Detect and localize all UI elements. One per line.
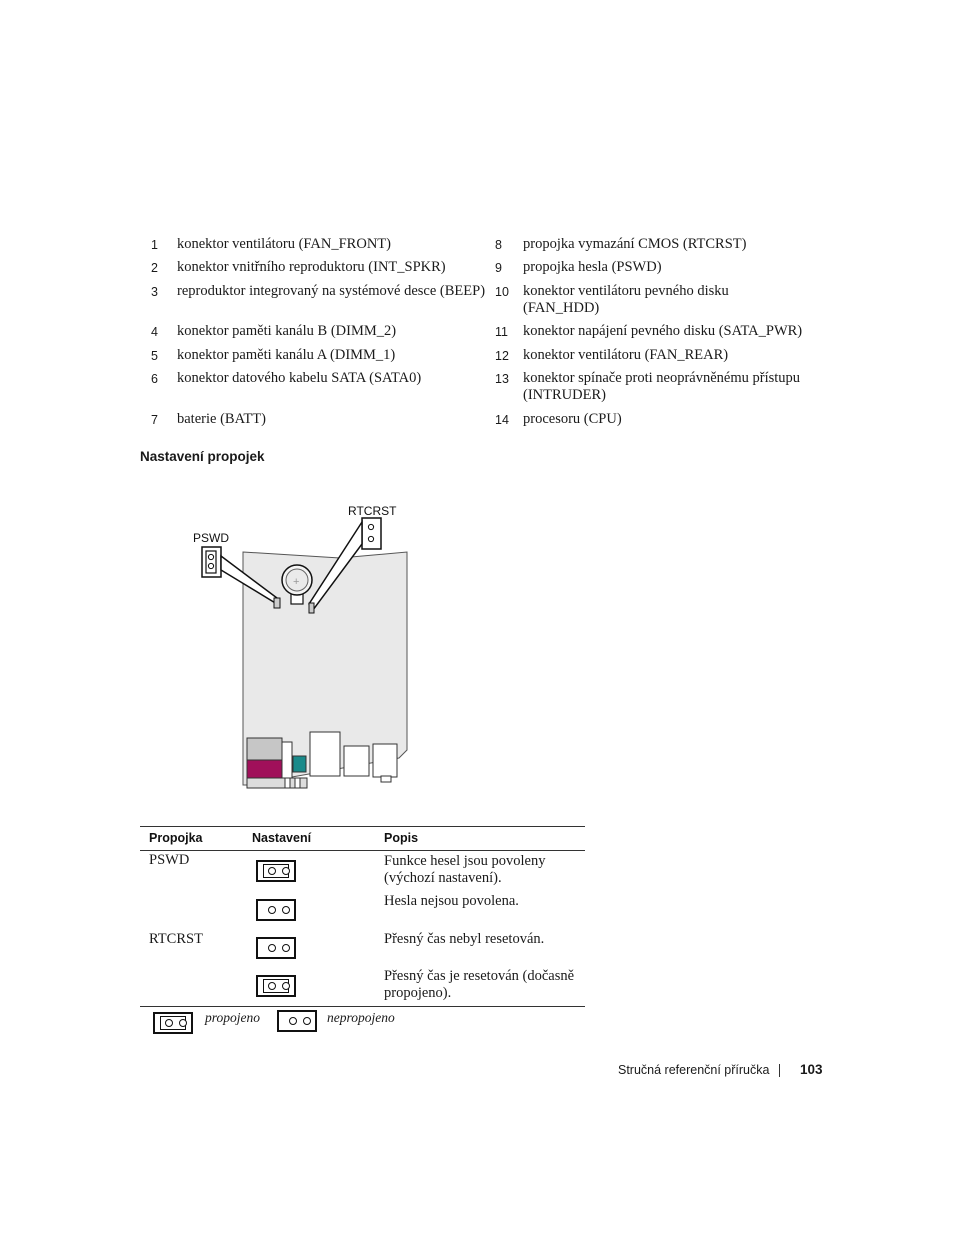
key-unjumpered-label: nepropojeno <box>327 1010 395 1025</box>
header-description: Popis <box>384 831 419 845</box>
legend-text: konektor paměti kanálu B (DIMM_2) <box>177 323 397 339</box>
cell-description: Hesla nejsou povolena. <box>384 893 519 909</box>
legend-text: konektor ventilátoru (FAN_REAR) <box>523 347 729 363</box>
legend-text: konektor ventilátoru (FAN_FRONT) <box>177 236 391 252</box>
table-top-rule <box>140 826 585 827</box>
legend-number: 1 <box>151 238 158 252</box>
legend-number: 12 <box>495 349 509 363</box>
legend-number: 10 <box>495 285 509 299</box>
page-number: 103 <box>800 1062 823 1077</box>
legend-text: reproduktor integrovaný na systémové desce (BEEP) <box>177 283 486 299</box>
legend-number: 4 <box>151 325 158 339</box>
jumpered-icon <box>256 975 296 997</box>
cell-jumper: RTCRST <box>149 931 203 947</box>
legend-text: konektor vnitřního reproduktoru (INT_SPKR) <box>177 259 446 275</box>
legend-number: 3 <box>151 285 158 299</box>
legend-number: 5 <box>151 349 158 363</box>
pswd-label: PSWD <box>193 531 229 545</box>
header-setting: Nastavení <box>252 831 312 845</box>
key-jumpered-label: propojeno <box>205 1010 260 1025</box>
legend-number: 9 <box>495 261 502 275</box>
rtcrst-label: RTCRST <box>348 504 397 518</box>
unjumpered-icon <box>256 937 296 959</box>
legend-number: 2 <box>151 261 158 275</box>
cell-description: Funkce hesel jsou povoleny (výchozí nastavení). <box>384 853 546 886</box>
key-unjumpered-icon <box>277 1010 317 1032</box>
cell-description: Přesný čas je resetován (dočasně propojeno). <box>384 968 575 1001</box>
legend-number: 6 <box>151 372 158 386</box>
legend-text: propojka vymazání CMOS (RTCRST) <box>523 236 747 252</box>
legend-text: baterie (BATT) <box>177 411 266 427</box>
legend-number: 14 <box>495 413 509 427</box>
jumpered-icon <box>256 860 296 882</box>
legend-text: konektor paměti kanálu A (DIMM_1) <box>177 347 396 363</box>
section-heading: Nastavení propojek <box>140 449 265 464</box>
cell-jumper: PSWD <box>149 852 190 868</box>
legend-text: konektor ventilátoru pevného disku (FAN_HDD) <box>523 283 729 316</box>
key-jumpered-icon <box>153 1012 193 1034</box>
legend-number: 8 <box>495 238 502 252</box>
unjumpered-icon <box>256 899 296 921</box>
svg-text:+: + <box>293 576 300 588</box>
table-header-rule <box>140 850 585 851</box>
legend-number: 11 <box>495 325 508 339</box>
legend-text: procesoru (CPU) <box>523 411 622 427</box>
header-jumper: Propojka <box>149 831 203 845</box>
legend-text: konektor spínače proti neoprávněnému přístupu (INTRUDER) <box>523 370 801 403</box>
legend-text: propojka hesla (PSWD) <box>523 259 662 275</box>
footer-title: Stručná referenční příručka <box>618 1063 770 1077</box>
table-bottom-rule <box>140 1006 585 1007</box>
legend-number: 13 <box>495 372 509 386</box>
jumper-location-diagram <box>185 500 425 795</box>
footer-separator <box>779 1064 780 1077</box>
cell-description: Přesný čas nebyl resetován. <box>384 931 545 947</box>
legend-text: konektor napájení pevného disku (SATA_PWR) <box>523 323 803 339</box>
legend-number: 7 <box>151 413 158 427</box>
legend-text: konektor datového kabelu SATA (SATA0) <box>177 370 422 386</box>
